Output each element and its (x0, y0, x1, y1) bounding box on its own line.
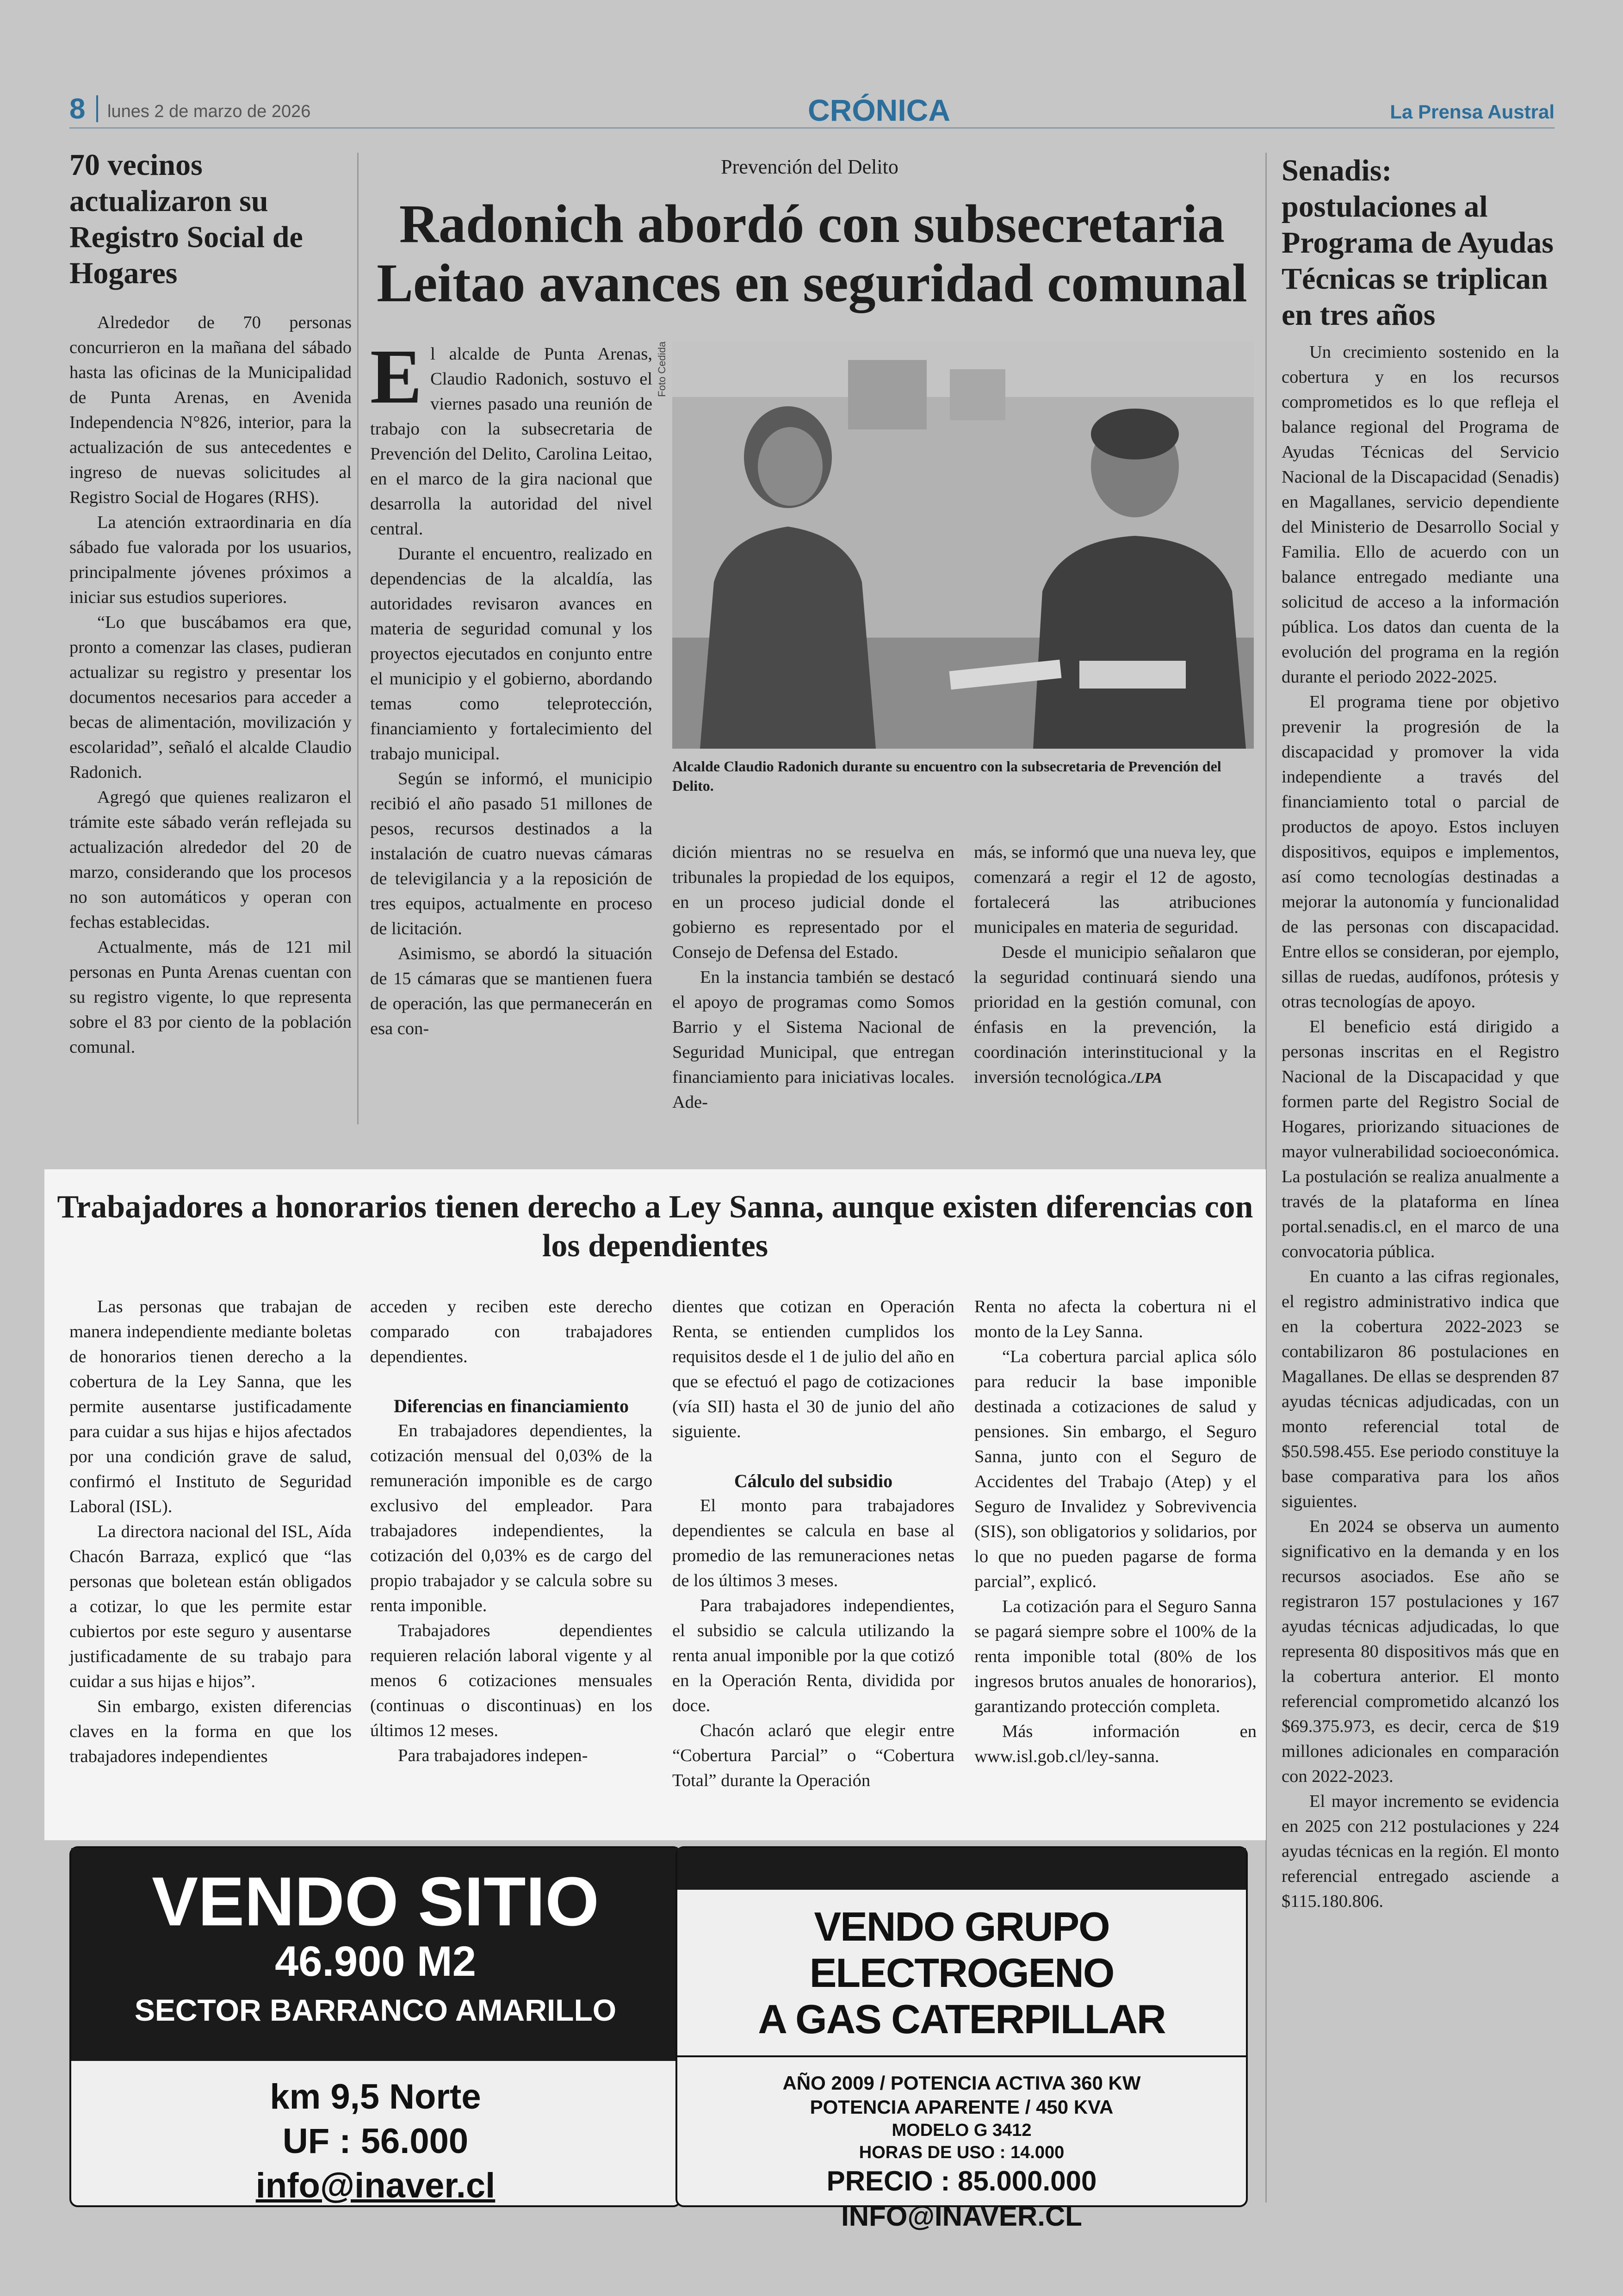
box-story-paragraph: Las personas que trabajan de manera independiente mediante boletas de honorarios tienen derecho a la cobertura de la Ley Sanna, que les permite ausentarse justificadamente para cuidar a sus hijas e hijos afectados por una condición grave de salud, confirmó el Instituto de Seguridad Laboral (ISL). (69, 1297, 352, 1516)
main-story-paragraph: dición mientras no se resuelva en tribunales la propiedad de los equipos, en un proceso judicial donde el gobierno es representado por el Consejo de Defensa del Estado. (672, 843, 954, 962)
page-number-divider (96, 95, 98, 122)
box-story-paragraph: Renta no afecta la cobertura ni el monto de la Ley Sanna. (974, 1297, 1257, 1341)
column-rule-left (357, 153, 359, 1124)
ad-electrogeno-spec: AÑO 2009 / POTENCIA ACTIVA 360 KW (782, 2072, 1141, 2094)
right-story-title: Senadis: postulaciones al Programa de Ayudas Técnicas se triplican en tres años (1282, 154, 1554, 332)
right-story-paragraph: El beneficio está dirigido a personas inscritas en el Registro Nacional de la Discapacidad y que formen parte del Registro Social de Hogares, priorizando situaciones de mayor vulnerabilidad socioeconómica. La postulación se realiza anualmente a través de la plataforma en línea portal.senadis.cl, en el marco de una convocatoria pública. (1282, 1017, 1559, 1261)
left-story-paragraph: Alrededor de 70 personas concurrieron en la mañana del sábado hasta las oficinas de la Municipalidad de Punta Arenas, en Avenida Independencia N°826, interior, para la actualización de sus antecedentes e ingreso de nuevas solicitudes al Registro Social de Hogares (RHS). (69, 313, 352, 507)
page-header (69, 93, 1555, 129)
ad-electrogeno-spec: HORAS DE USO : 14.000 (859, 2143, 1065, 2162)
right-story-paragraph: En cuanto a las cifras regionales, el registro administrativo indica que en la cobertura 2022-2023 se contabilizaron 86 postulaciones en Magallanes. De ellas se desprenden 87 ayudas técnicas adjudicadas, con un monto referencial total de $50.598.455. Ese periodo constituye la base comparativa para los años siguientes. (1282, 1267, 1559, 1511)
box-story-paragraph: La cotización para el Seguro Sanna se pagará siempre sobre el 100% de la renta imponible total (80% de los ingresos brutos anuales de honorarios), garantizando protección completa. (974, 1597, 1257, 1716)
main-story-column-2 (672, 840, 954, 1129)
box-story-subheading: Diferencias en financiamiento (393, 1396, 629, 1416)
box-story-paragraph: Sin embargo, existen diferencias claves en la forma en que los trabajadores independientes (69, 1697, 352, 1766)
ad-vendo-sitio-banner (71, 1848, 680, 2061)
box-story-paragraph: Más información en www.isl.gob.cl/ley-sanna. (974, 1722, 1257, 1766)
story-signature: /LPA (1131, 1069, 1162, 1086)
left-story-paragraph: Actualmente, más de 121 mil personas en Punta Arenas cuentan con su registro vigente, lo que representa sobre el 83 por ciento de la población comunal. (69, 937, 352, 1057)
ad-electrogeno-email[interactable]: INFO@INAVER.CL (841, 2201, 1082, 2232)
right-story-paragraph: En 2024 se observa un aumento significativo en la demanda y en los recursos asociados. Ese año se registraron 157 postulaciones y 167 ayudas técnicas adjudicadas, lo que representa 80 dispositivos más que en la cobertura anterior. El monto referencial comprometido alcanzó los $69.375.973, es decir, cerca de $19 millones adicionales en comparación con 2022-2023. (1282, 1517, 1559, 1786)
box-story-column-2 (370, 1294, 652, 1831)
box-story-column-3 (672, 1294, 954, 1831)
page-date: lunes 2 de marzo de 2026 (107, 102, 311, 121)
main-story-kicker: Prevención del Delito (721, 155, 898, 178)
main-story-column-1 (370, 334, 652, 1128)
left-story-paragraph: “Lo que buscábamos era que, pronto a comenzar las clases, pudieran actualizar su registro y presentar los documentos necesarios para acceder a becas de alimentación, movilización y escolaridad”, señaló el alcalde Claudio Radonich. (69, 613, 352, 782)
main-story-lead-paragraph (370, 334, 652, 541)
box-story-paragraph: acceden y reciben este derecho comparado con trabajadores dependientes. (370, 1297, 652, 1366)
ad-sitio-location: km 9,5 Norte (270, 2077, 481, 2116)
box-story-paragraph: En trabajadores dependientes, la cotización mensual del 0,03% de la remuneración imponible es de cargo exclusivo del empleador. Para trabajadores independientes, la cotización del 0,03% es de cargo del propio trabajador y se calcula sobre su renta imponible. (370, 1421, 652, 1615)
right-story-paragraph: Un crecimiento sostenido en la cobertura y en los recursos comprometidos es lo que refleja el balance regional del Programa de Ayudas Técnicas del Servicio Nacional de la Discapacidad (Senadis) en Magallanes, servicio dependiente del Ministerio de Desarrollo Social y Familia. Ello de acuerdo con un balance entregado mediante una solicitud de acceso a la información pública. Los datos dan cuenta de la evolución del programa en la región durante el periodo 2022-2025. (1282, 342, 1559, 687)
main-story-title: Radonich abordó con subsecretaria Leitao avances en seguridad comunal (377, 193, 1247, 313)
left-story-paragraph: Agregó que quienes realizaron el trámite este sábado verán reflejada su actualización alrededor del 20 de marzo, considerando que los procesos no son automáticos y operan con fechas establecidas. (69, 788, 352, 932)
ad-sitio-headline: VENDO SITIO (152, 1862, 599, 1940)
ad-electrogeno-spec: POTENCIA APARENTE / 450 KVA (810, 2096, 1114, 2118)
right-story (1282, 153, 1559, 2209)
box-story-paragraph: Trabajadores dependientes requieren relación laboral vigente y al menos 6 cotizaciones mensuales (continuas o discontinuas) en los últimos 12 meses. (370, 1621, 652, 1740)
right-story-body (1282, 340, 1559, 2209)
main-story-lead-text: l alcalde de Punta Arenas, Claudio Radonich, sostuvo el viernes pasado una reunión de trabajo con la subsecretaria de Prevención del Delito, Carolina Leitao, en el marco de la gira nacional que desarrolla la autoridad del nivel central. (370, 344, 652, 539)
main-story-paragraph: En la instancia también se destacó el apoyo de programas como Somos Barrio y el Sistema Nacional de Seguridad Municipal, que entregan financiamiento para iniciativas locales. Ade- (672, 968, 954, 1112)
ad-electrogeno-divider (677, 2055, 1246, 2057)
main-story-paragraph (974, 940, 1256, 1090)
newspaper-brand: La Prensa Austral (1390, 101, 1555, 123)
meeting-photo (672, 341, 1254, 749)
box-story-paragraph: dientes que cotizan en Operación Renta, se entienden cumplidos los requisitos desde el 1 de julio del año en que se efectuó el pago de cotizaciones (vía SII) hasta el 30 de junio del año siguiente. (672, 1297, 954, 1441)
box-story-column-4 (974, 1294, 1257, 1831)
box-story-column-1 (69, 1294, 352, 1831)
box-story-subheading: Cálculo del subsidio (734, 1471, 893, 1491)
ad-grupo-electrogeno (675, 1846, 1248, 2232)
section-name: CRÓNICA (808, 93, 950, 127)
drop-cap: E (370, 334, 422, 420)
ad-electrogeno-spec: MODELO G 3412 (892, 2121, 1032, 2140)
box-story-paragraph: El monto para trabajadores dependientes se calcula en base al promedio de las remuneraciones netas de los últimos 3 meses. (672, 1496, 954, 1590)
box-story-paragraph: Chacón aclaró que elegir entre “Cobertura Parcial” o “Cobertura Total” durante la Operación (672, 1721, 954, 1790)
right-story-paragraph: El programa tiene por objetivo prevenir la progresión de la discapacidad y promover la vida independiente a través del financiamiento total o parcial de productos de apoyo. Estos incluyen dispositivos, equipos e implementos, así como tecnologías destinadas a mejorar la autonomía y funcionalidad de las personas con discapacidad. Entre ellos se consideran, por ejemplo, sillas de ruedas, audífonos, prótesis y otras tecnologías de apoyo. (1282, 692, 1559, 1011)
main-story-paragraph: más, se informó que una nueva ley, que comenzará a regir el 12 de agosto, fortalecerá las atribuciones municipales en materia de seguridad. (974, 843, 1256, 937)
ad-sitio-email[interactable]: info@inaver.cl (255, 2166, 496, 2205)
ad-sitio-sector: SECTOR BARRANCO AMARILLO (134, 1993, 617, 2027)
ad-electrogeno-price: PRECIO : 85.000.000 (826, 2166, 1097, 2197)
left-story-body (69, 310, 352, 1129)
ad-electrogeno-top-bar (677, 1848, 1246, 1890)
page-number: 8 (69, 93, 86, 125)
box-story-paragraph: Para trabajadores indepen- (398, 1746, 588, 1765)
ad-sitio-area: 46.900 M2 (275, 1938, 476, 1985)
ad-electrogeno-title-1: VENDO GRUPO ELECTROGENO (809, 1904, 1114, 1996)
box-story-paragraph: “La cobertura parcial aplica sólo para reducir la base imponible destinada a cotizaciones de salud y pensiones. Sin embargo, el Seguro Sanna, junto con el Seguro de Accidentes del Trabajo (Atep) y el Seguro de Invalidez y Sobrevivencia (SIS), son obligatorios y solidarios, por lo que no pueden pagarse de forma parcial”, explicó. (974, 1347, 1257, 1591)
box-story-title: Trabajadores a honorarios tienen derecho a Ley Sanna, aunque existen diferencias con los dependientes (57, 1189, 1253, 1264)
main-story-column-3 (974, 840, 1256, 1129)
main-story-closing-text: Desde el municipio señalaron que la seguridad continuará siendo una prioridad en la gestión comunal, con énfasis en la prevención, la coordinación interinstitucional y la inversión tecnológica. (974, 943, 1256, 1087)
main-story-paragraph: Asimismo, se abordó la situación de 15 cámaras que se mantienen fuera de operación, las que permanecerán en esa con- (370, 944, 652, 1038)
main-story-paragraph: Durante el encuentro, realizado en dependencias de la alcaldía, las autoridades revisaron avances en materia de seguridad comunal y los proyectos ejecutados en conjunto entre el municipio y el gobierno, abordando temas como teleprotección, financiamiento y fortalecimiento del trabajo municipal. (370, 544, 652, 763)
ad-vendo-sitio (69, 1846, 681, 2207)
box-story-paragraph: La directora nacional del ISL, Aída Chacón Barraza, explicó que “las personas que boletean están obligados a cotizar, lo que les permite estar cubiertos por este seguro y ausentarse justificadamente de su trabajo para cuidar a sus hijas e hijos”. (69, 1522, 352, 1691)
photo-credit: Foto Cedida (656, 341, 668, 397)
left-story-paragraph: La atención extraordinaria en día sábado fue valorada por los usuarios, principalmente jóvenes próximos a iniciar sus estudios superiores. (69, 513, 352, 607)
left-story-title: 70 vecinos actualizaron su Registro Social de Hogares (69, 148, 303, 290)
ad-electrogeno-title-2: A GAS CATERPILLAR (758, 1996, 1165, 2042)
main-story-paragraph: Según se informó, el municipio recibió el año pasado 51 millones de pesos, recursos destinados a la instalación de cuatro nuevas cámaras de televigilancia y a la reposición de tres equipos, actualmente en proceso de licitación. (370, 769, 652, 938)
right-story-paragraph: El mayor incremento se evidencia en 2025 con 212 postulaciones y 224 ayudas técnicas en la región. El monto referencial entregado asciende a $115.180.806. (1282, 1792, 1559, 1911)
meeting-photo-illustration (672, 341, 1254, 749)
ad-sitio-price: UF : 56.000 (282, 2122, 469, 2161)
photo-caption: Alcalde Claudio Radonich durante su encuentro con la subsecretaria de Prevención del Delito. (672, 758, 1221, 794)
box-story-paragraph: Para trabajadores independientes, el subsidio se calcula utilizando la renta anual imponible por la que cotizó en la Operación Renta, dividida por doce. (672, 1596, 954, 1715)
ley-sanna-story-box (44, 1169, 1266, 1840)
